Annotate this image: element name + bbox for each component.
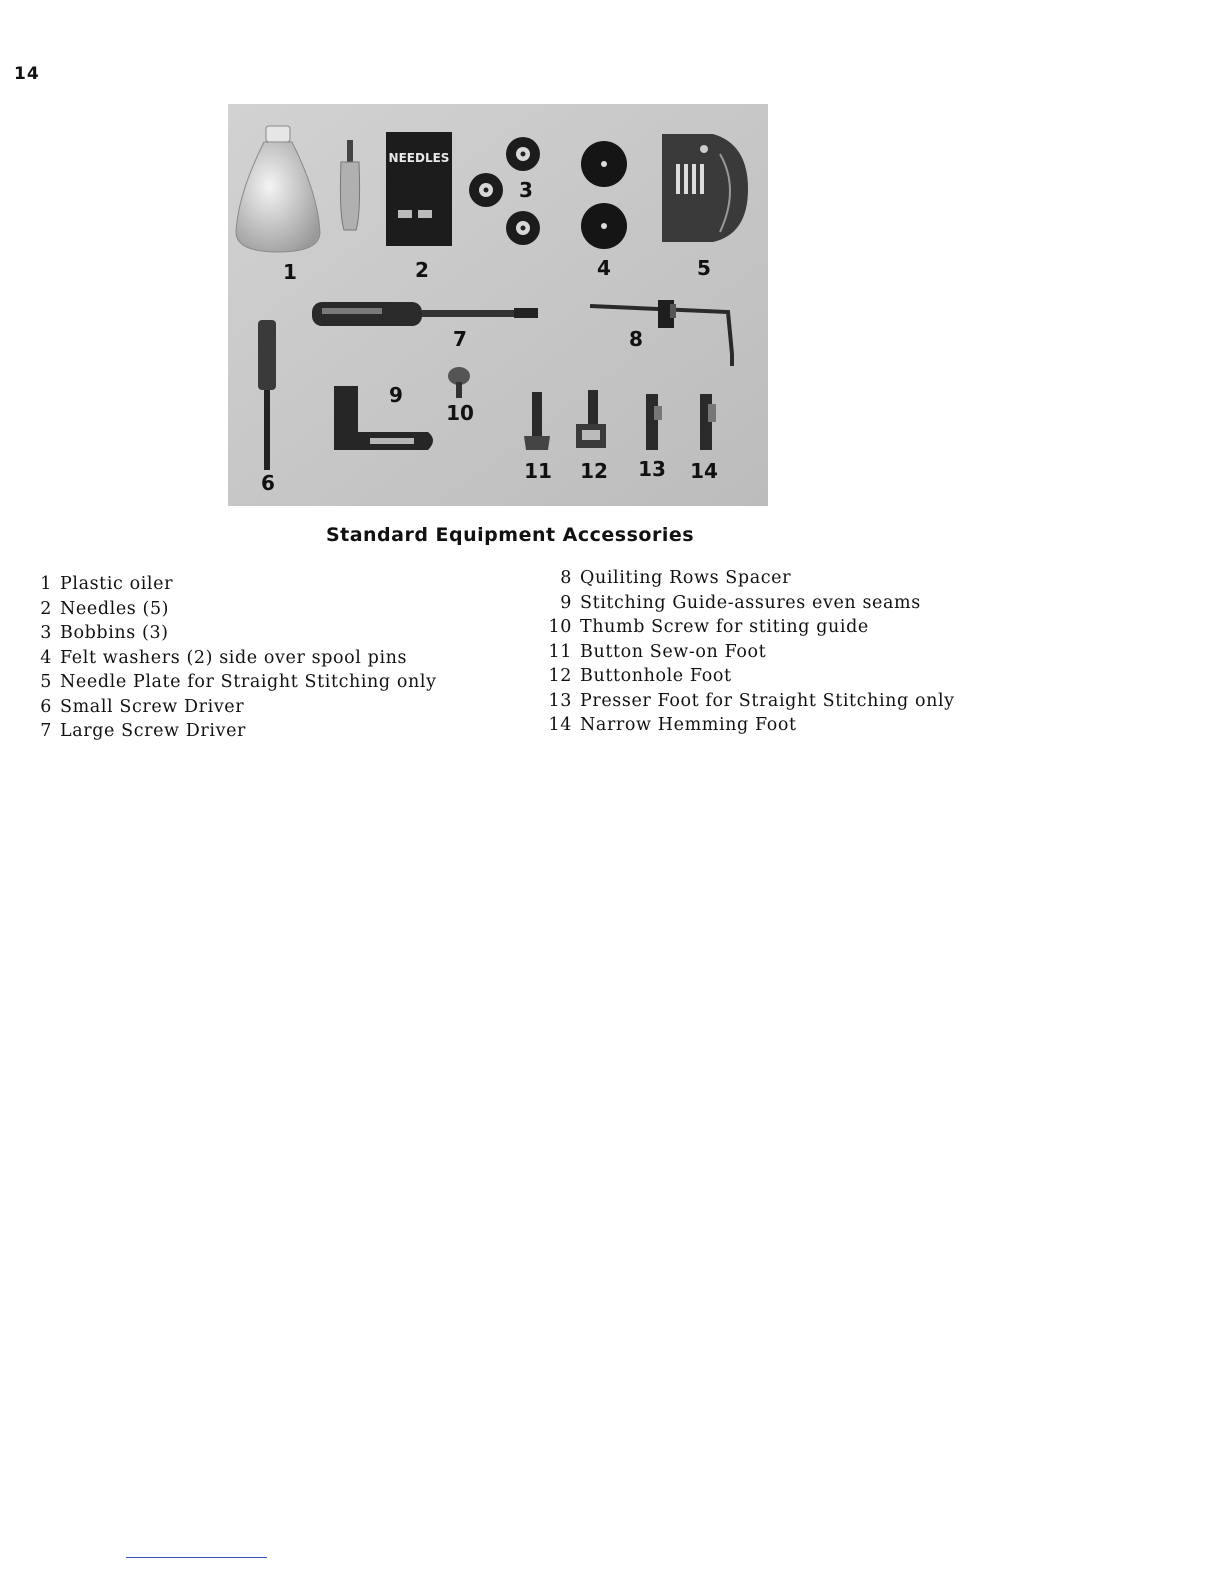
item-text: Quiliting Rows Spacer	[580, 568, 792, 588]
callout-14: 14	[690, 459, 718, 483]
callout-8: 8	[629, 327, 643, 351]
item-text: Plastic oiler	[60, 574, 174, 594]
item-number: 5	[40, 672, 52, 692]
item-number: 9	[560, 592, 572, 613]
item-number: 2	[40, 598, 52, 619]
callout-13: 13	[638, 457, 666, 481]
item-number: 10	[548, 617, 572, 637]
list-item	[544, 664, 955, 689]
page-number: 14	[14, 64, 40, 84]
list-item	[544, 713, 955, 738]
figure-caption: Standard Equipment Accessories	[325, 524, 695, 546]
item-number: 8	[560, 568, 572, 588]
callout-2: 2	[415, 258, 429, 282]
item-text: Needles (5)	[60, 598, 170, 619]
item-text: Stitching Guide-assures even seams	[580, 592, 921, 613]
item-text: Button Sew-on Foot	[580, 641, 767, 662]
item-number: 1	[40, 574, 52, 594]
needle-plate-item	[662, 134, 748, 242]
item-number: 14	[548, 715, 572, 735]
footer-rule	[126, 1557, 267, 1558]
list-item	[36, 572, 437, 597]
accessories-list-left	[36, 572, 437, 744]
list-item	[36, 597, 437, 622]
item-text: Needle Plate for Straight Stitching only	[60, 672, 437, 692]
list-item	[544, 591, 955, 616]
list-item	[36, 621, 437, 646]
item-number: 6	[40, 696, 52, 717]
callout-12: 12	[580, 459, 608, 483]
list-item	[544, 689, 955, 714]
item-text: Bobbins (3)	[60, 623, 169, 643]
accessories-photo	[228, 104, 768, 506]
item-number: 4	[40, 647, 52, 668]
accessories-list-right	[544, 566, 955, 738]
item-number: 12	[548, 666, 572, 686]
needles-package-item	[386, 132, 452, 246]
needles-package-label: NEEDLES	[388, 151, 450, 165]
item-number: 7	[40, 721, 52, 741]
callout-6: 6	[261, 471, 275, 495]
list-item	[544, 615, 955, 640]
item-text: Large Screw Driver	[60, 721, 246, 741]
item-text: Narrow Hemming Foot	[580, 715, 797, 735]
item-text: Buttonhole Foot	[580, 666, 732, 686]
item-text: Small Screw Driver	[60, 696, 245, 717]
list-item	[36, 646, 437, 671]
list-item	[36, 670, 437, 695]
callout-10: 10	[446, 401, 474, 425]
callout-9: 9	[389, 383, 403, 407]
callout-7: 7	[453, 327, 467, 351]
item-text: Felt washers (2) side over spool pins	[60, 647, 408, 668]
item-number: 13	[548, 690, 572, 711]
item-number: 11	[548, 641, 572, 662]
item-text: Thumb Screw for stiting guide	[580, 617, 869, 637]
list-item	[36, 695, 437, 720]
callout-4: 4	[597, 256, 611, 280]
item-text: Presser Foot for Straight Stitching only	[580, 690, 955, 711]
callout-3: 3	[519, 178, 533, 202]
list-item	[36, 719, 437, 744]
callout-1: 1	[283, 260, 297, 284]
callout-5: 5	[697, 256, 711, 280]
callout-11: 11	[524, 459, 552, 483]
accessories-illustration	[228, 104, 768, 506]
list-item	[544, 566, 955, 591]
item-number: 3	[40, 623, 52, 643]
list-item	[544, 640, 955, 665]
